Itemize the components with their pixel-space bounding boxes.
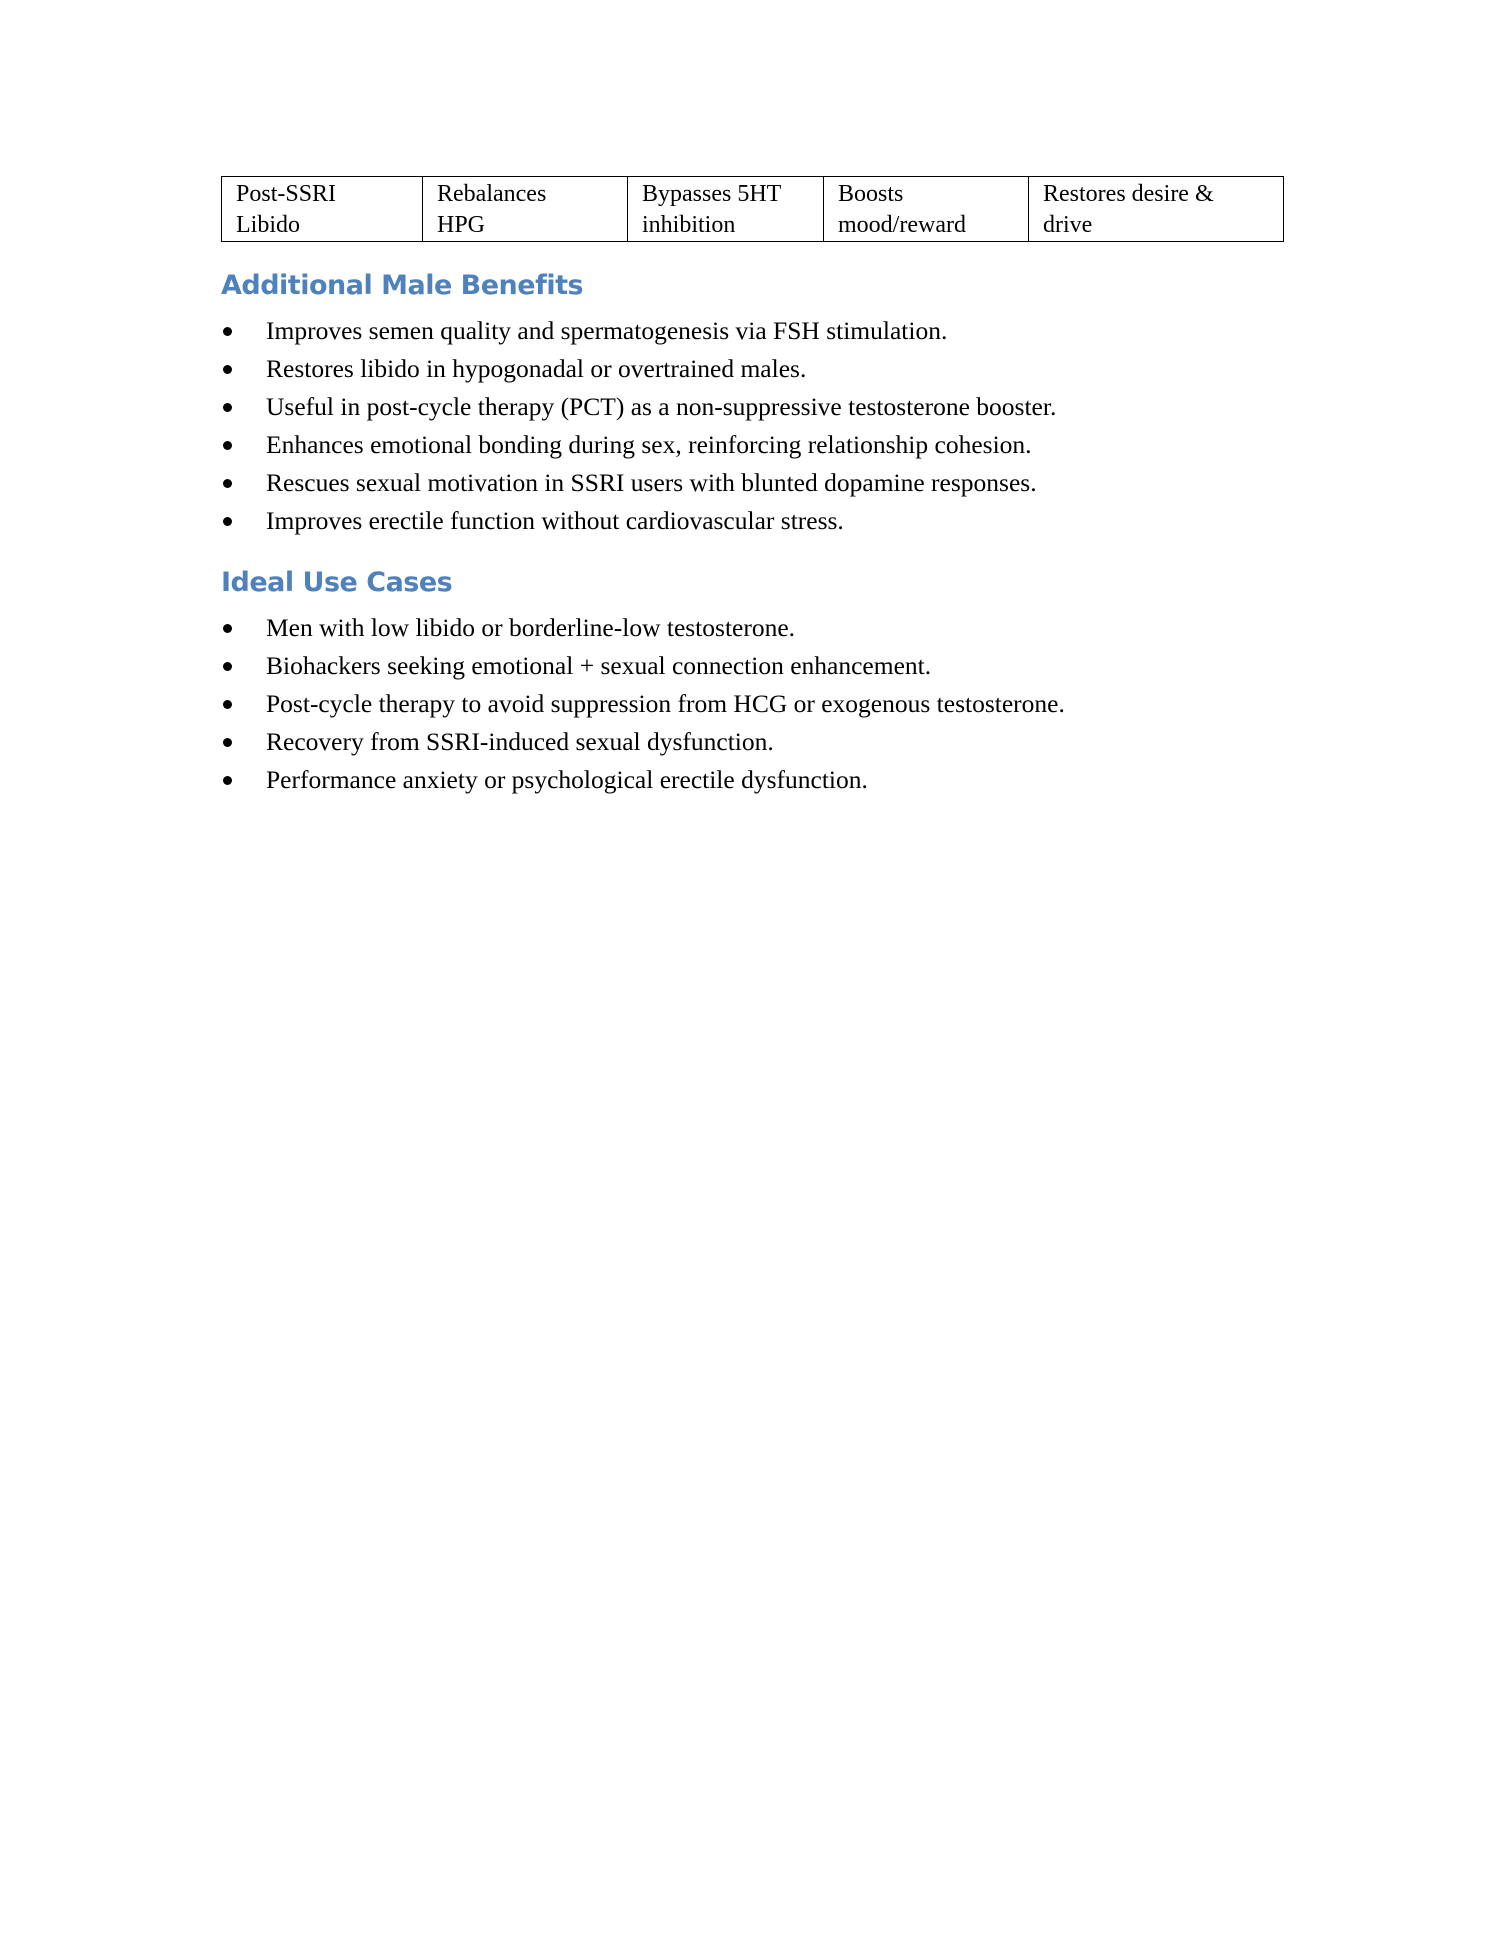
list-item	[221, 312, 1056, 350]
use-cases-list	[221, 609, 1065, 799]
cell-text: mood/reward	[838, 212, 966, 238]
table-cell	[222, 177, 423, 242]
cell-text: Bypasses 5HT	[642, 181, 782, 207]
list-item	[221, 761, 1065, 799]
bullet-icon	[223, 776, 232, 785]
table-cell	[824, 177, 1029, 242]
bullet-icon	[223, 517, 232, 526]
bullet-icon	[223, 441, 232, 450]
list-item-text: Useful in post-cycle therapy (PCT) as a non-suppressive testosterone booster.	[266, 392, 1057, 421]
table-cell	[1029, 177, 1284, 242]
list-item	[221, 426, 1056, 464]
list-item	[221, 647, 1065, 685]
bullet-icon	[223, 738, 232, 747]
list-item	[221, 502, 1056, 540]
summary-table	[221, 176, 1284, 242]
list-item	[221, 723, 1065, 761]
table-row	[222, 177, 1284, 242]
section-heading-benefits: Additional Male Benefits	[221, 270, 584, 301]
list-item-text: Enhances emotional bonding during sex, reinforcing relationship cohesion.	[266, 430, 1032, 459]
benefits-list	[221, 312, 1056, 540]
bullet-icon	[223, 624, 232, 633]
list-item-text: Improves erectile function without cardiovascular stress.	[266, 506, 844, 535]
list-item	[221, 350, 1056, 388]
table-cell	[423, 177, 628, 242]
cell-text: HPG	[437, 212, 486, 238]
list-item-text: Men with low libido or borderline-low testosterone.	[266, 613, 796, 642]
list-item-text: Restores libido in hypogonadal or overtrained males.	[266, 354, 807, 383]
cell-text: Post-SSRI	[236, 181, 337, 207]
cell-text: Restores desire &	[1043, 181, 1214, 207]
table-cell	[628, 177, 824, 242]
list-item-text: Post-cycle therapy to avoid suppression from HCG or exogenous testosterone.	[266, 689, 1065, 718]
list-item	[221, 464, 1056, 502]
list-item-text: Performance anxiety or psychological erectile dysfunction.	[266, 765, 868, 794]
cell-text: drive	[1043, 212, 1093, 238]
bullet-icon	[223, 662, 232, 671]
list-item	[221, 388, 1056, 426]
section-heading-use-cases: Ideal Use Cases	[221, 567, 453, 598]
list-item-text: Improves semen quality and spermatogenesis via FSH stimulation.	[266, 316, 948, 345]
bullet-icon	[223, 365, 232, 374]
cell-text: Boosts	[838, 181, 904, 207]
list-item	[221, 609, 1065, 647]
cell-text: Libido	[236, 212, 300, 238]
list-item	[221, 685, 1065, 723]
bullet-icon	[223, 327, 232, 336]
bullet-icon	[223, 403, 232, 412]
list-item-text: Rescues sexual motivation in SSRI users with blunted dopamine responses.	[266, 468, 1037, 497]
bullet-icon	[223, 479, 232, 488]
cell-text: Rebalances	[437, 181, 547, 207]
cell-text: inhibition	[642, 212, 736, 238]
list-item-text: Recovery from SSRI-induced sexual dysfunction.	[266, 727, 774, 756]
bullet-icon	[223, 700, 232, 709]
list-item-text: Biohackers seeking emotional + sexual connection enhancement.	[266, 651, 932, 680]
